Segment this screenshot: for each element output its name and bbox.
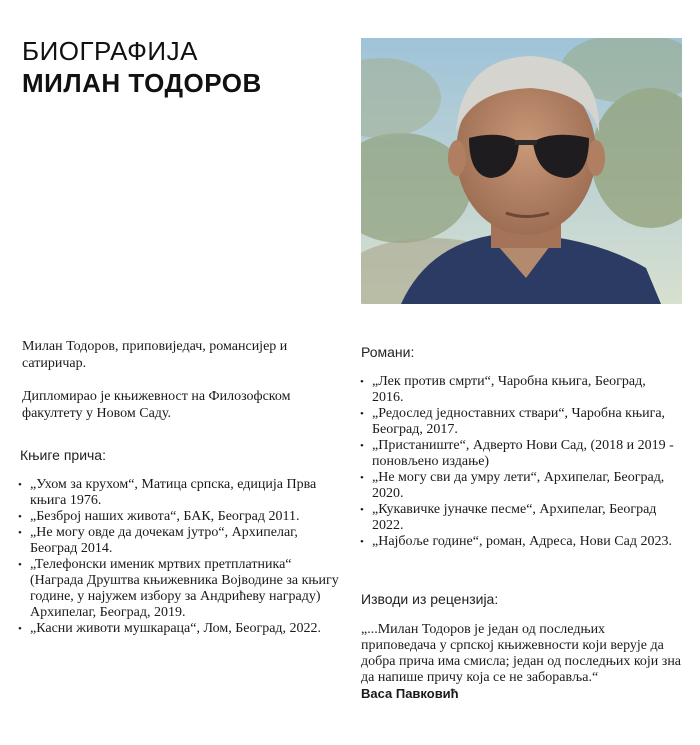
list-item: • „Редослед једноставних ствари“, Чаробна књига, Београд, 2017. <box>360 406 680 438</box>
quote-text: „...Милан Тодоров је један од последњих приповедача у српској књижевности који верује да добра прича има смисла; један од последњих који зна да напише причу која се не заборавља.“ <box>361 622 682 685</box>
quote-author: Васа Павковић <box>361 686 459 701</box>
list-item: • „Најбоље године“, роман, Адреса, Нови Сад 2023. <box>360 534 680 550</box>
page-title-line1: БИОГРАФИЈА <box>22 36 198 66</box>
list-item: • „Не могу овде да дочекам јутро“, Архипелаг, Београд 2014. <box>18 525 343 557</box>
review-quote <box>361 622 683 702</box>
author-portrait-photo <box>361 38 682 304</box>
list-item: • „Касни животи мушкараца“, Лом, Београд, 2022. <box>18 621 343 637</box>
page-title-line2: МИЛАН ТОДОРОВ <box>22 68 262 98</box>
list-item: • „Безброј наших живота“, БАК, Београд 2011. <box>18 509 343 525</box>
list-item: • „Кукавичке јуначке песме“, Архипелаг, Београд 2022. <box>360 502 680 534</box>
intro-paragraph: Милан Тодоров, приповиједач, романсијер и сатиричар. <box>22 339 288 371</box>
novels-heading: Романи: <box>361 344 415 360</box>
list-item: • „Ухом за крухом“, Матица српска, едиција Прва књига 1976. <box>18 477 343 509</box>
intro-text <box>22 338 322 438</box>
reviews-heading: Изводи из рецензија: <box>361 591 499 607</box>
list-item: • „Лек против смрти“, Чаробна књига, Београд, 2016. <box>360 374 680 406</box>
stories-heading: Књиге прича: <box>20 447 106 463</box>
list-item: • „Пристаниште“, Адверто Нови Сад, (2018 и 2019 - поновљено издање) <box>360 438 680 470</box>
novels-list <box>360 374 680 550</box>
list-item: • „Не могу сви да умру лети“, Архипелаг, Београд, 2020. <box>360 470 680 502</box>
intro-paragraph: Дипломирао је књижевност на Филозофском факултету у Новом Саду. <box>22 389 291 421</box>
stories-list <box>18 477 343 637</box>
list-item: • „Телефонски именик мртвих претплатника“ (Награда Друштва књижевника Војводине за књигу године, у најужем избору за Андрићеву награду) Архипелаг, Београд, 2019. <box>18 557 343 621</box>
